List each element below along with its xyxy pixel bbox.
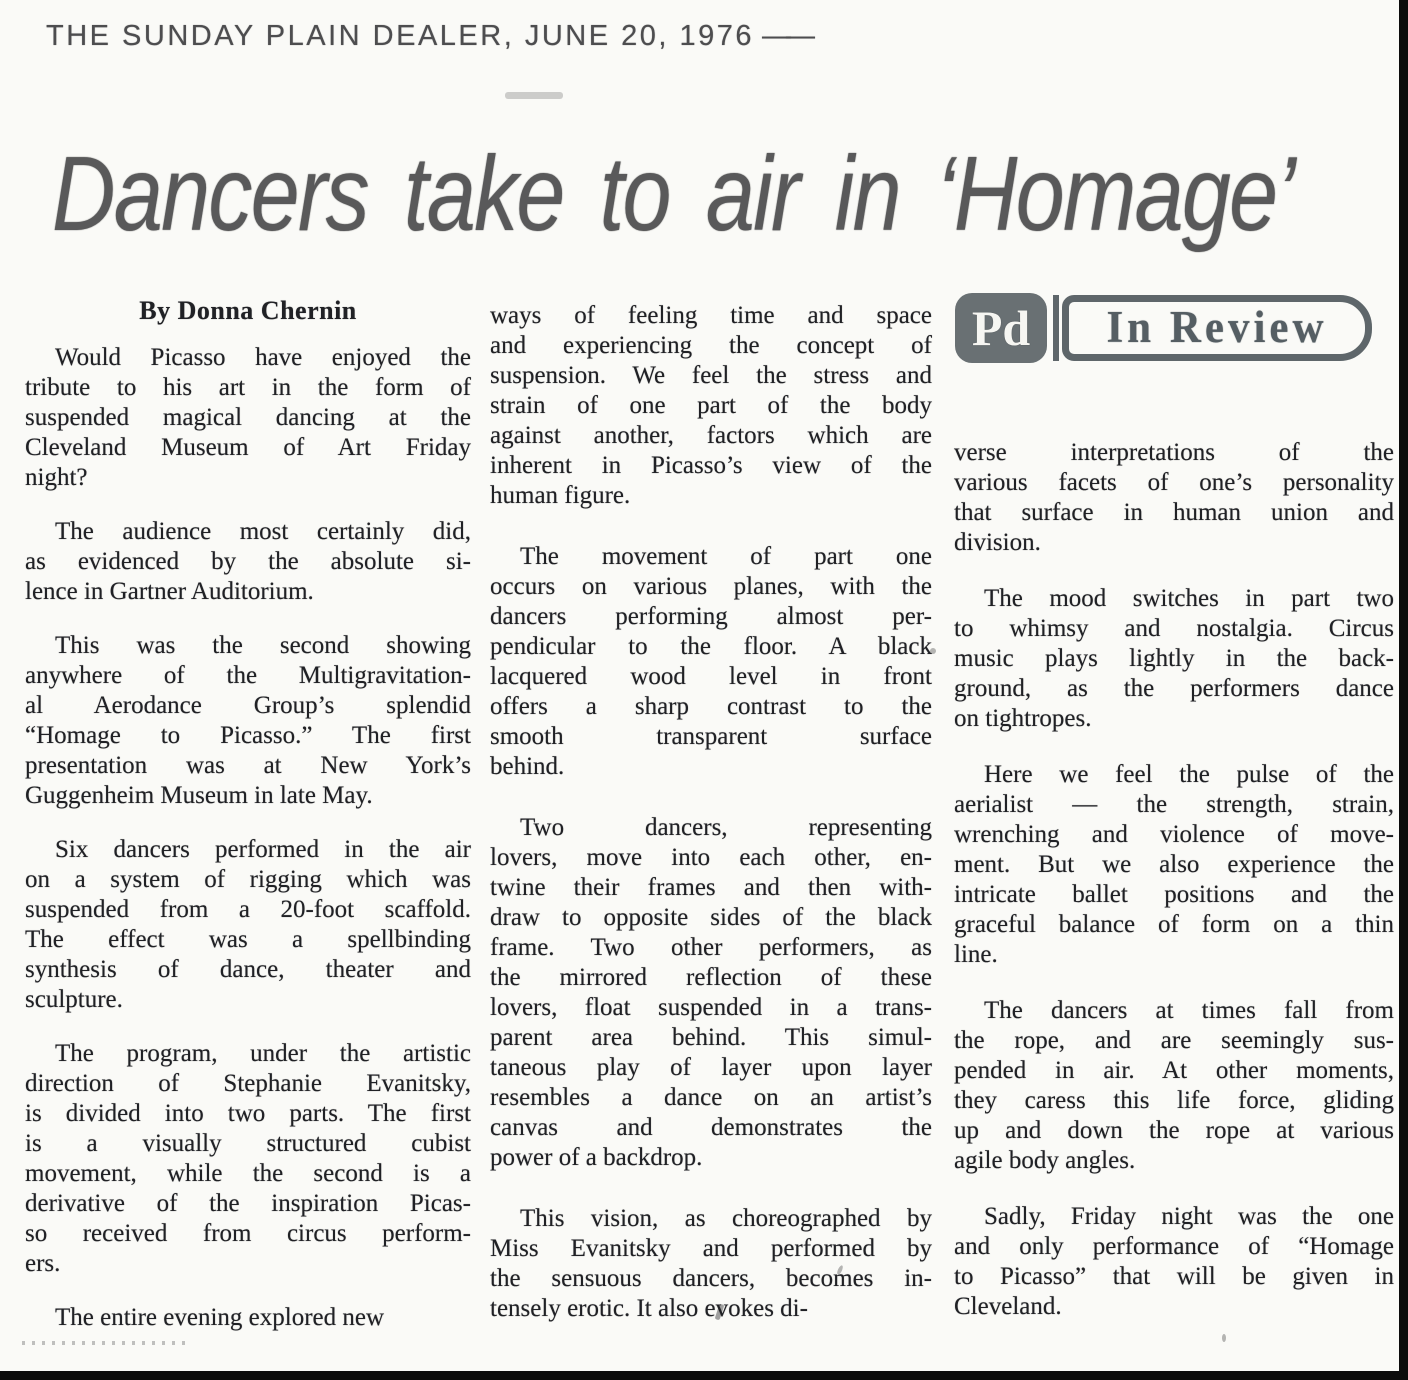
text-line: tensely erotic. It also evokes di- [490, 1295, 808, 1322]
text-line: Guggenheim Museum in late May. [25, 782, 373, 809]
badge-divider [1053, 295, 1059, 361]
paragraph [954, 438, 1394, 558]
text-line: intricate ballet positions and the [954, 881, 1394, 908]
text-line: as evidenced by the absolute si- [25, 548, 471, 575]
paragraph [490, 1204, 932, 1324]
text-line: direction of Stephanie Evanitsky, [25, 1070, 471, 1097]
text-line: ers. [25, 1250, 61, 1277]
text-line: Cleveland. [954, 1293, 1062, 1320]
text-line: inherent in Picasso’s view of the [490, 452, 932, 479]
in-review-label-box [1062, 295, 1372, 361]
text-line: The movement of part one [520, 543, 932, 570]
text-line: The mood switches in part two [984, 585, 1394, 612]
text-line: resembles a dance on an artist’s [490, 1084, 932, 1111]
text-line: anywhere of the Multigravitation- [25, 662, 471, 689]
text-line: The effect was a spellbinding [25, 926, 471, 953]
text-line: music plays lightly in the back- [954, 645, 1394, 672]
text-line: al Aerodance Group’s splendid [25, 692, 471, 719]
scan-speck [22, 1341, 192, 1345]
text-line: synthesis of dance, theater and [25, 956, 471, 983]
text-line: ground, as the performers dance [954, 675, 1394, 702]
text-line: lence in Gartner Auditorium. [25, 578, 314, 605]
paragraph [25, 631, 471, 811]
masthead [46, 20, 810, 53]
column-3-text [954, 438, 1394, 1322]
text-line: strain of one part of the body [490, 392, 932, 419]
scan-edge-right [1399, 0, 1408, 1380]
text-line: The entire evening explored new [55, 1304, 385, 1331]
paragraph [954, 760, 1394, 970]
text-line: The audience most certainly did, [55, 518, 471, 545]
masthead-text: THE SUNDAY PLAIN DEALER, JUNE 20, 1976 [46, 20, 754, 52]
text-line: and only performance of “Homage [954, 1233, 1394, 1260]
text-line: ment. But we also experience the [954, 851, 1394, 878]
text-line: on tightropes. [954, 705, 1092, 732]
text-line: Two dancers, representing [520, 814, 932, 841]
text-line: the sensuous dancers, becomes in- [490, 1265, 932, 1292]
text-line: night? [25, 464, 88, 491]
paragraph [25, 835, 471, 1015]
text-line: so received from circus perform- [25, 1220, 471, 1247]
text-line: power of a backdrop. [490, 1144, 703, 1171]
text-line: draw to opposite sides of the black [490, 904, 932, 931]
text-line: twine their frames and then with- [490, 874, 932, 901]
paragraph [490, 542, 932, 782]
column-3 [954, 292, 1394, 1348]
text-line: dancers performing almost per- [490, 603, 932, 630]
text-line: suspended magical dancing at the [25, 404, 471, 431]
paragraph [25, 517, 471, 607]
text-line: lacquered wood level in front [490, 663, 932, 690]
text-line: derivative of the inspiration Picas- [25, 1190, 471, 1217]
text-line: “Homage to Picasso.” The first [25, 722, 471, 749]
paragraph [25, 1039, 471, 1279]
text-line: tribute to his art in the form of [25, 374, 471, 401]
text-line: Cleveland Museum of Art Friday [25, 434, 471, 461]
masthead-dash: —— [762, 20, 810, 52]
text-line: occurs on various planes, with the [490, 573, 932, 600]
text-line: graceful balance of form on a thin [954, 911, 1394, 938]
text-line: agile body angles. [954, 1147, 1136, 1174]
text-line: lovers, move into each other, en- [490, 844, 932, 871]
paragraph [490, 301, 932, 511]
text-line: frame. Two other performers, as [490, 934, 932, 961]
text-line: the mirrored reflection of these [490, 964, 932, 991]
text-line: movement, while the second is a [25, 1160, 471, 1187]
text-line: pended in air. At other moments, [954, 1057, 1394, 1084]
text-line: they caress this life force, gliding [954, 1087, 1394, 1114]
text-line: up and down the rope at various [954, 1117, 1394, 1144]
paragraph [954, 996, 1394, 1176]
text-line: Would Picasso have enjoyed the [55, 344, 471, 371]
text-line: sculpture. [25, 986, 123, 1013]
text-line: behind. [490, 753, 565, 780]
text-line: to whimsy and nostalgia. Circus [954, 615, 1394, 642]
text-line: is divided into two parts. The first [25, 1100, 471, 1127]
text-line: and experiencing the concept of [490, 332, 932, 359]
text-line: offers a sharp contrast to the [490, 693, 932, 720]
text-line: division. [954, 529, 1041, 556]
paragraph [490, 813, 932, 1173]
text-line: parent area behind. This simul- [490, 1024, 932, 1051]
text-line: The program, under the artistic [55, 1040, 471, 1067]
text-line: This was the second showing [55, 632, 471, 659]
column-1 [25, 296, 471, 1333]
scan-speck [505, 92, 563, 99]
text-line: is a visually structured cubist [25, 1130, 471, 1157]
text-line: pendicular to the floor. A black [490, 633, 932, 660]
text-line: Six dancers performed in the air [55, 836, 471, 863]
paragraph [25, 1303, 471, 1333]
text-line: Miss Evanitsky and performed by [490, 1235, 932, 1262]
paragraph [954, 1202, 1394, 1322]
paragraph [25, 343, 471, 493]
headline: Dancers take to air in ‘Homage’ [52, 135, 1295, 253]
scan-edge-bottom [0, 1371, 1408, 1380]
text-line: that surface in human union and [954, 499, 1394, 526]
text-line: This vision, as choreographed by [520, 1205, 932, 1232]
text-line: canvas and demonstrates the [490, 1114, 932, 1141]
paragraph [954, 584, 1394, 734]
text-line: on a system of rigging which was [25, 866, 471, 893]
text-line: The dancers at times fall from [984, 997, 1394, 1024]
pd-monogram-text: Pd [971, 300, 1031, 356]
column-2 [490, 301, 932, 1324]
text-line: suspended from a 20-foot scaffold. [25, 896, 471, 923]
text-line: smooth transparent surface [490, 723, 932, 750]
in-review-badge [954, 292, 1394, 370]
text-line: Here we feel the pulse of the [984, 761, 1394, 788]
text-line: ways of feeling time and space [490, 302, 932, 329]
text-line: Sadly, Friday night was the one [984, 1203, 1394, 1230]
text-line: taneous play of layer upon layer [490, 1054, 932, 1081]
text-line: wrenching and violence of move- [954, 821, 1394, 848]
plain-dealer-logo-icon [954, 292, 1048, 364]
text-line: presentation was at New York’s [25, 752, 471, 779]
byline: By Donna Chernin [139, 296, 357, 325]
text-line: various facets of one’s personality [954, 469, 1394, 496]
text-line: verse interpretations of the [954, 439, 1394, 466]
text-line: lovers, float suspended in a trans- [490, 994, 932, 1021]
in-review-label: In Review [1106, 302, 1328, 353]
text-line: the rope, and are seemingly sus- [954, 1027, 1394, 1054]
text-line: against another, factors which are [490, 422, 932, 449]
text-line: suspension. We feel the stress and [490, 362, 932, 389]
text-line: line. [954, 941, 998, 968]
text-line: human figure. [490, 482, 631, 509]
text-line: aerialist — the strength, strain, [954, 791, 1394, 818]
text-line: to Picasso” that will be given in [954, 1263, 1394, 1290]
